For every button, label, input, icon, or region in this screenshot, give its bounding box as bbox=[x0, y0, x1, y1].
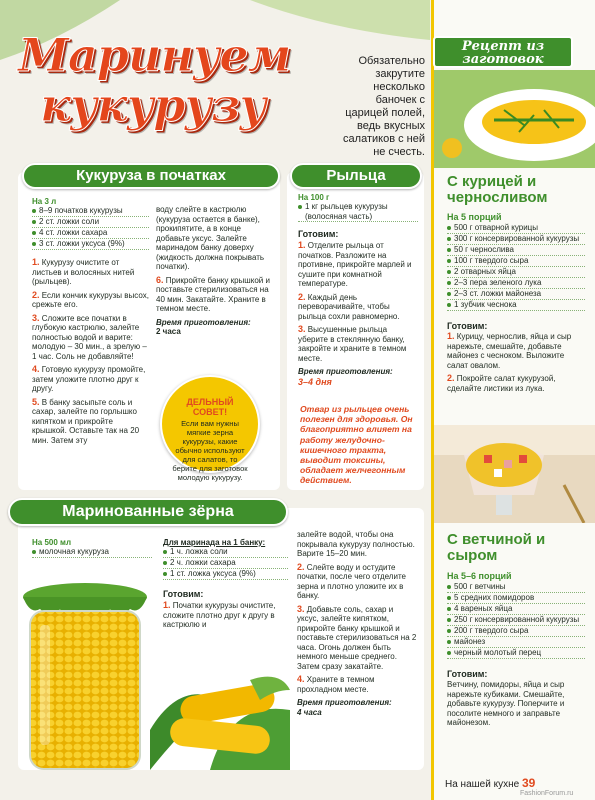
recipe1-step2: 2. Покройте салат кукурузой, сделайте листики из лука. bbox=[447, 373, 556, 393]
sec3-time-label: Время приготовления: bbox=[297, 698, 392, 707]
sec1-amount: На 3 л bbox=[32, 197, 57, 206]
corn-cobs-illustration bbox=[150, 660, 290, 770]
sec2-step2: 2. Каждый день переворачивайте, чтобы рыльца сохли равномерно. bbox=[298, 291, 400, 321]
tip-text: Если вам нужны мягкие зерна кукурузы, какие обычно используют для салатов, то берите для заготовок молодую кукурузу. bbox=[172, 419, 248, 482]
sec3-time: 4 часа bbox=[297, 707, 322, 717]
marinade-list bbox=[163, 547, 288, 580]
sec3-col2 bbox=[163, 538, 288, 630]
list-item: майонез bbox=[447, 637, 585, 648]
recipe2-label: Готовим: bbox=[447, 668, 488, 679]
sec3-ingredients bbox=[32, 547, 152, 558]
list-item: 100 г твердого сыра bbox=[447, 256, 585, 267]
banner-corn-cobs: Кукуруза в початках bbox=[22, 163, 280, 189]
site-watermark: FashionForum.ru bbox=[520, 790, 574, 797]
recipe2-title: С ветчиной и сыром bbox=[447, 531, 546, 564]
title-line2: кукурузу bbox=[40, 78, 266, 132]
list-item: 3 ст. ложки уксуса (9%) bbox=[32, 239, 149, 250]
sec2-label: Готовим: bbox=[298, 229, 339, 240]
page-number: 39 bbox=[521, 776, 536, 790]
recipe1-body bbox=[447, 212, 585, 393]
recipe2-amount: На 5–6 порций bbox=[447, 571, 512, 581]
list-item: 200 г твердого сыра bbox=[447, 626, 585, 637]
marinade-label: Для маринада на 1 банку: bbox=[163, 538, 266, 547]
list-item: 5 средних помидоров bbox=[447, 593, 585, 604]
sec1-col2 bbox=[156, 205, 272, 336]
list-item: 4 вареных яйца bbox=[447, 604, 585, 615]
sec2-col bbox=[298, 193, 418, 387]
sec3-label: Готовим: bbox=[163, 589, 204, 600]
recipe1-ingredients bbox=[447, 223, 585, 311]
list-item: 1 зубчик чеснока bbox=[447, 300, 585, 311]
sec3-amount: На 500 мл bbox=[32, 538, 72, 547]
silk-health-note: Отвар из рыльцев очень полезен для здоровья. Он благоприятно влияет на работу желудочно-кишечного тракта, выводит токсины, обладает желчегонным действием. bbox=[300, 404, 413, 486]
sec3-step1: 1. Початки кукурузы очистите, сложите плотно друг к другу в кастрюлю и bbox=[163, 600, 276, 630]
recipe2-body bbox=[447, 571, 585, 728]
salad-chicken-image bbox=[434, 70, 595, 168]
recipe2-ingredients bbox=[447, 582, 585, 659]
sec3-step2: 2. Слейте воду и остудите початки, после чего отделите зерна и плотно уложите их в банку. bbox=[297, 561, 406, 600]
salad-ham-image bbox=[434, 425, 595, 523]
corn-jar-image bbox=[10, 575, 160, 775]
recipe1-title: С курицей и черносливом bbox=[447, 173, 548, 206]
corn-cobs-image bbox=[150, 660, 290, 770]
sec1-step4: 4. Готовую кукурузу промойте, затем уложите плотно друг к другу. bbox=[32, 364, 146, 394]
list-item: 2 ч. ложки сахара bbox=[163, 558, 288, 569]
sec2-amount: На 100 г bbox=[298, 193, 330, 202]
title-line1: Маринуем bbox=[18, 28, 291, 82]
sec1-time-label: Время приготовления: bbox=[156, 317, 251, 327]
list-item: 2 ст. ложки соли bbox=[32, 217, 149, 228]
list-item: 2–3 пера зеленого лука bbox=[447, 278, 585, 289]
sec2-time-label: Время приготовления: bbox=[298, 367, 393, 377]
intro-text: Обязательно закрутите несколько баночек с царицей полей, ведь вкусных салатиков с ней не счесть. bbox=[343, 55, 425, 158]
list-item: 2 отварных яйца bbox=[447, 267, 585, 278]
footer-text: На нашей кухне bbox=[445, 779, 520, 790]
list-item: 1 ст. ложка уксуса (9%) bbox=[163, 569, 288, 580]
list-item: 50 г чернослива bbox=[447, 245, 585, 256]
salad-chicken-illustration bbox=[434, 70, 595, 168]
sec3-col1 bbox=[32, 538, 152, 558]
sec1-step1: 1. Кукурузу очистите от листьев и волосяных нитей (рыльцев). bbox=[32, 257, 135, 287]
sec2-step3: 3. Высушенные рыльца уберите в стеклянную банку, закройте и храните в темном месте. bbox=[298, 324, 407, 363]
page-footer bbox=[445, 776, 535, 791]
sec1-step5: 5. В банку засыпьте соль и сахар, залейте по горлышко кипятком и прикройте крышкой. Оставьте так на 20 мин. Затем эту bbox=[32, 396, 140, 445]
recipe1-step1: 1. Курицу, чернослив, яйца и сыр нарежьте, смешайте, добавьте майонез с чесноком. Выложите салат овалом. bbox=[447, 331, 572, 370]
recipe1-label: Готовим: bbox=[447, 320, 488, 331]
sec2-step1: 1. Отделите рыльца от початков. Разложите на противне, прикройте марлей и сушите при комнатной температуре. bbox=[298, 240, 412, 289]
list-item: 250 г консервированной кукурузы bbox=[447, 615, 585, 626]
list-item: 4 ст. ложки сахара bbox=[32, 228, 149, 239]
recipe1-amount: На 5 порций bbox=[447, 212, 502, 222]
sec1-col2-text: воду слейте в кастрюлю (кукуруза остается в банке), прокипятите, а в конце добавьте уксус. Залейте маринадом банку доверху (жидкость должна покрывать початки). bbox=[156, 205, 265, 271]
sec1-time: 2 часа bbox=[156, 327, 181, 336]
sec1-step3: 3. Сложите все початки в глубокую кастрюлю, залейте полностью водой и варите: молодую – 30 мин., а зрелую – 1 час. Соль не добавляйте! bbox=[32, 312, 147, 361]
sec3-step4: 4. Храните в темном прохладном месте. bbox=[297, 674, 375, 694]
list-item: 300 г консервированной кукурузы bbox=[447, 234, 585, 245]
recipe-tab: Рецепт из заготовок bbox=[433, 36, 573, 68]
corn-jar-illustration bbox=[10, 575, 160, 775]
recipe2-text: Ветчину, помидоры, яйца и сыр нарежьте кубиками. Смешайте, добавьте кукурузу. Поперчите и посолите немного и заправьте майонезом. bbox=[447, 680, 565, 728]
sec1-step2: 2. Если кончик кукурузы высох, срежьте его. bbox=[32, 289, 149, 310]
tip-badge bbox=[160, 375, 260, 482]
list-item: 500 г отварной курицы bbox=[447, 223, 585, 234]
sec3-col3 bbox=[297, 530, 417, 717]
banner-silk: Рыльца bbox=[290, 163, 422, 189]
sec1-col1 bbox=[32, 197, 149, 445]
sec1-step6: 6. Прикройте банку крышкой и поставьте стерилизоваться на 40 мин. Закатайте. Храните в темном месте. bbox=[156, 274, 270, 313]
sec2-time: 3–4 дня bbox=[298, 376, 332, 387]
tip-title: ДЕЛЬНЫЙ СОВЕТ! bbox=[186, 397, 234, 417]
list-item: 500 г ветчины bbox=[447, 582, 585, 593]
list-item: 1 кг рыльцев кукурузы (волосяная часть) bbox=[298, 202, 418, 222]
list-item: 2–3 ст. ложки майонеза bbox=[447, 289, 585, 300]
list-item: 8–9 початков кукурузы bbox=[32, 206, 149, 217]
list-item: черный молотый перец bbox=[447, 648, 585, 659]
list-item: молочная кукуруза bbox=[32, 547, 152, 558]
sec1-ingredients bbox=[32, 206, 149, 250]
sec3-col2-text: залейте водой, чтобы она покрывала кукурузу полностью. Варите 15–20 мин. bbox=[297, 530, 415, 558]
salad-ham-illustration bbox=[434, 425, 595, 523]
list-item: 1 ч. ложка соли bbox=[163, 547, 288, 558]
banner-pickled-kernels: Маринованные зёрна bbox=[8, 498, 288, 526]
sec3-step3: 3. Добавьте соль, сахар и уксус, залейте кипятком, прикройте банку крышкой и поставьте стерилизоваться на 2 часа. Огонь должен быть немного меньше среднего. Затем сразу закатайте. bbox=[297, 603, 417, 671]
sec2-ingredients bbox=[298, 202, 418, 222]
